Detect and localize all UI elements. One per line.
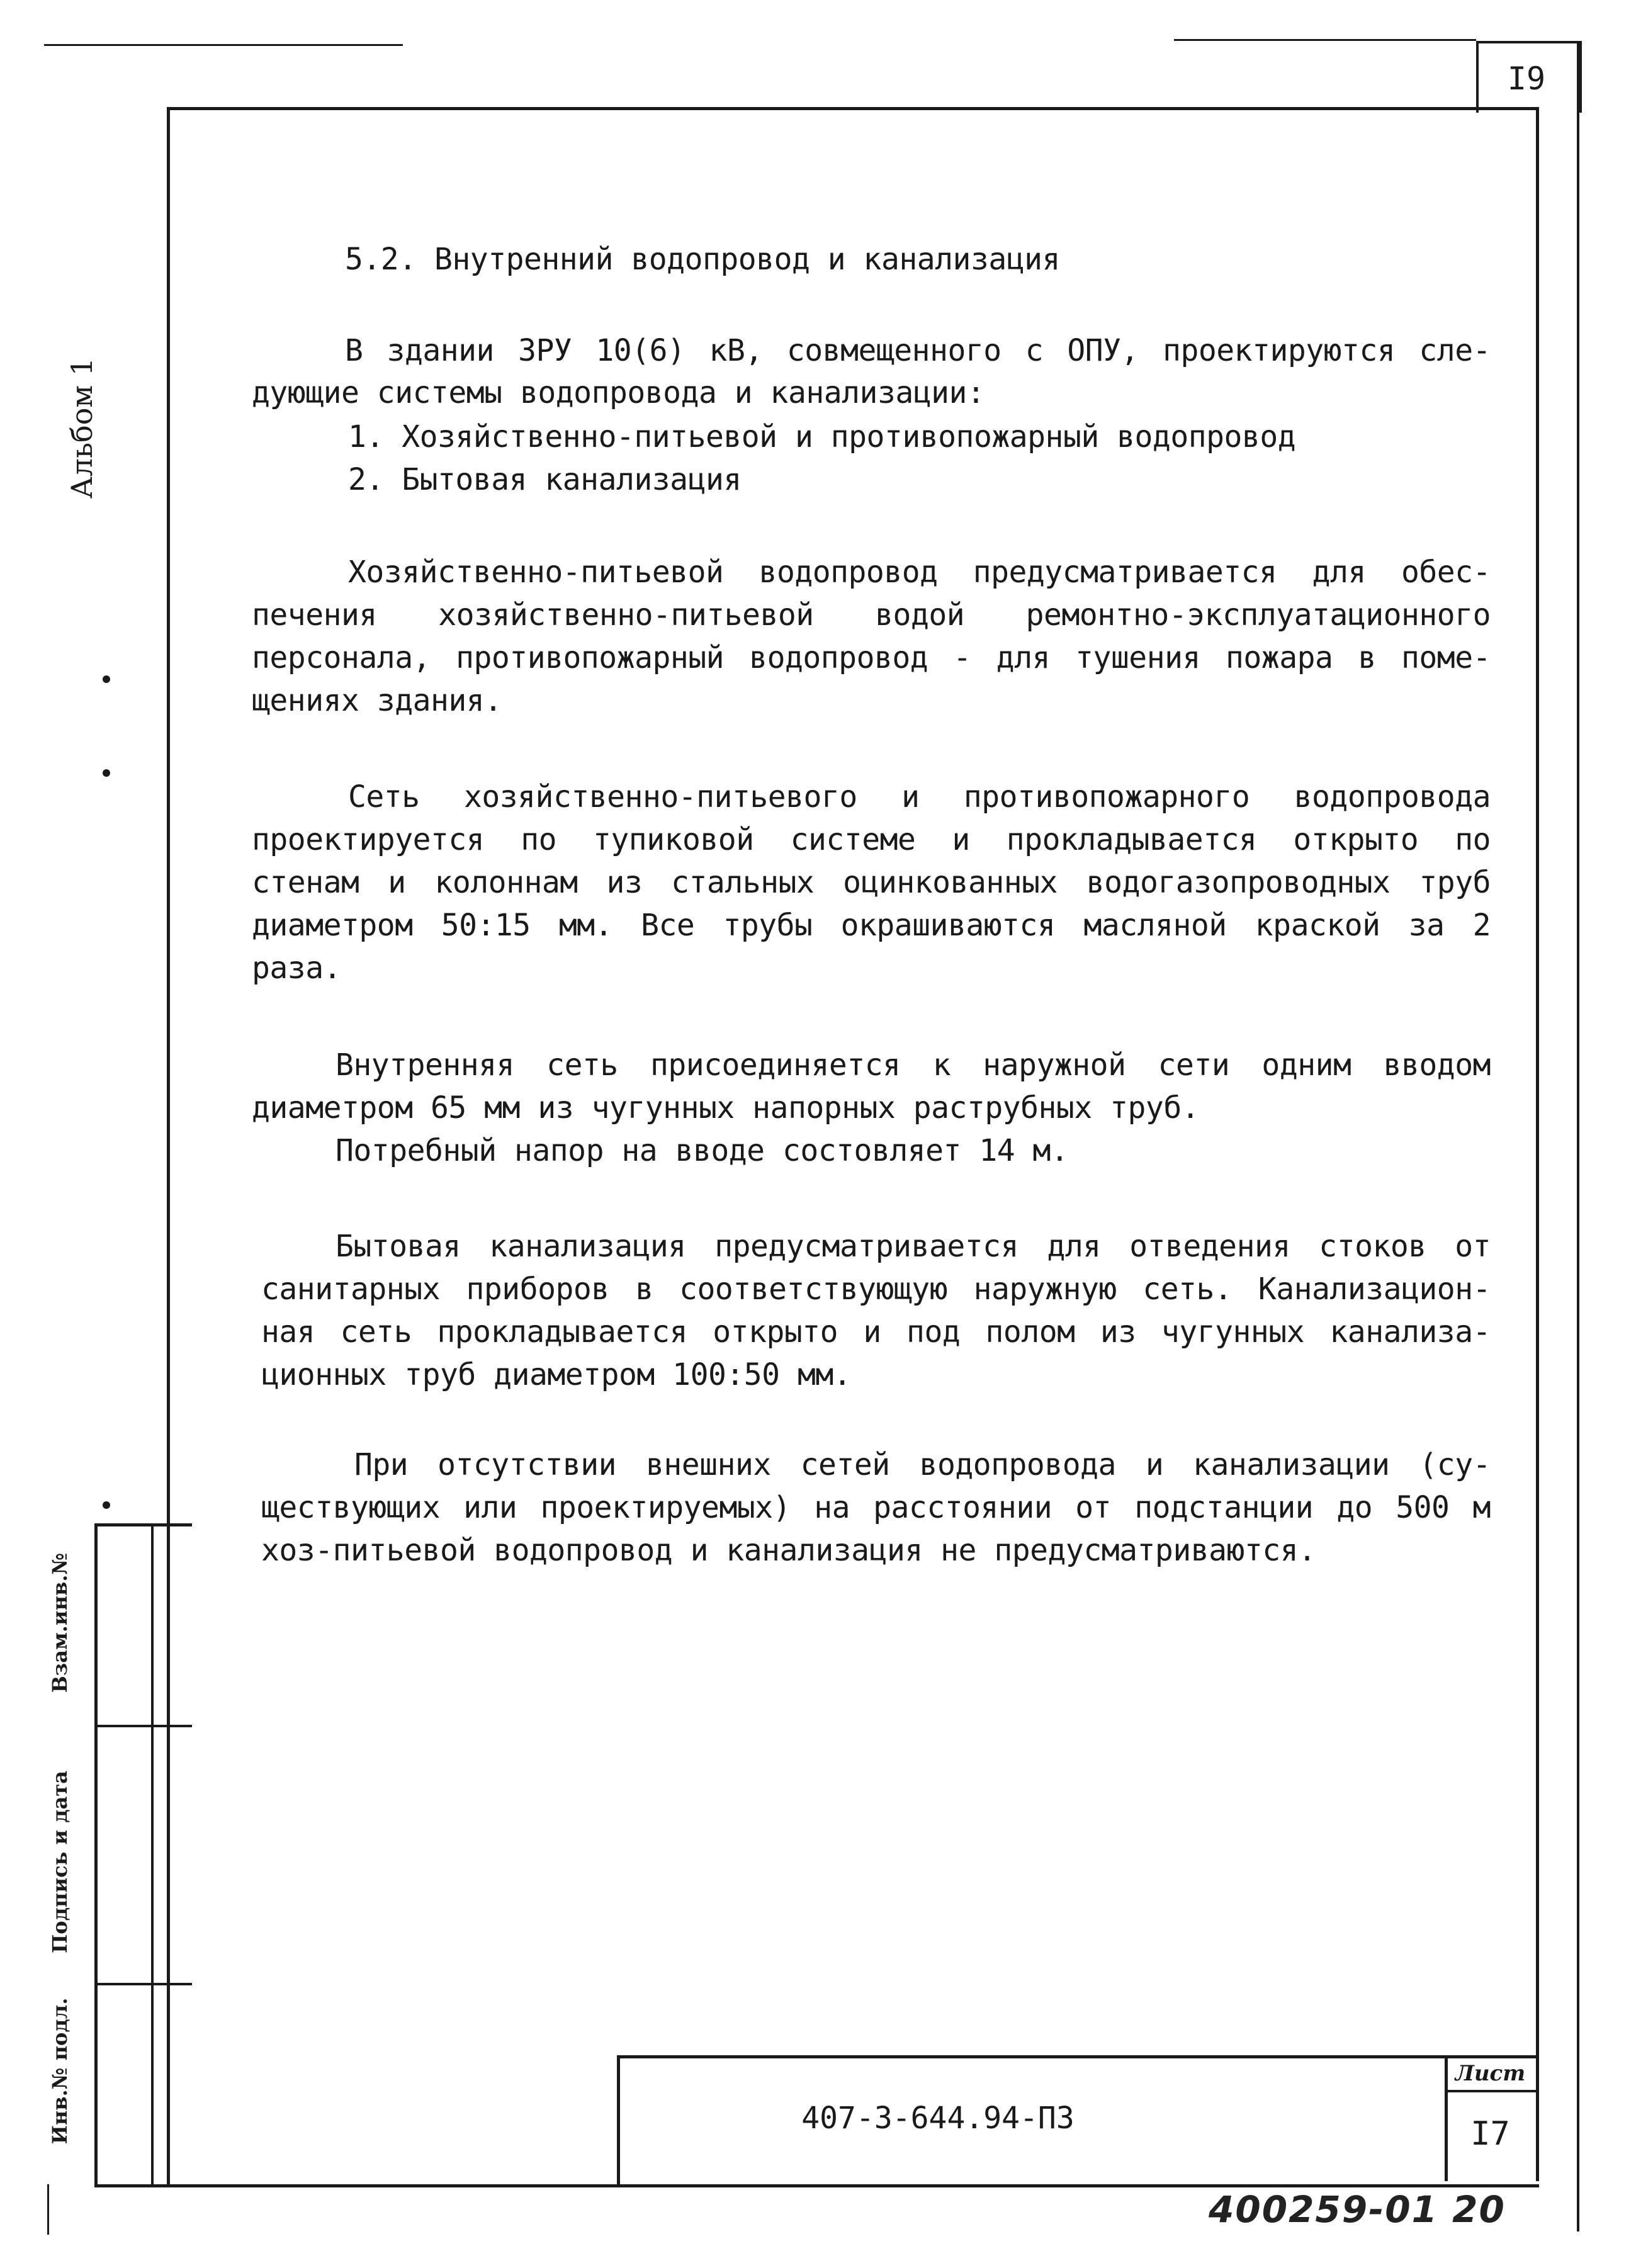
paragraph-line: проектируется по тупиковой системе и прокладывается открыто по: [252, 822, 1491, 857]
paragraph-line: ная сеть прокладывается открыто и под полом из чугунных канализа-: [261, 1314, 1491, 1350]
bottom-left-rule: [47, 2184, 49, 2235]
margin-dot: [103, 675, 110, 683]
margin-dot: [103, 769, 110, 777]
list-item: 1. Хозяйственно-питьевой и противопожарный водопровод: [348, 419, 1296, 454]
stamp-divider: [151, 1526, 154, 2184]
paragraph-line: щениях здания.: [252, 683, 502, 718]
paragraph-line: Потребный напор на вводе состовляет 14 м.: [336, 1133, 1069, 1168]
paragraph-line: санитарных приборов в соответствующую наружную сеть. Канализацион-: [261, 1272, 1491, 1307]
top-rule-right: [1174, 39, 1476, 41]
sheet-cell-divider: [1445, 2090, 1536, 2092]
paragraph-line: диаметром 65 мм из чугунных напорных раструбных труб.: [252, 1090, 1200, 1126]
stamp-inv-orig-label: Инв.№ подл.: [48, 1997, 72, 2145]
paragraph-line: Бытовая канализация предусматривается для отведения стоков от: [336, 1229, 1491, 1264]
sheet-label: Лист: [1455, 2061, 1526, 2086]
approval-stamp: [94, 1523, 192, 2187]
paragraph-line: Сеть хозяйственно-питьевого и противопожарного водопровода: [348, 779, 1491, 815]
paragraph-line: ществующих или проектируемых) на расстоянии от подстанции до 500 м: [261, 1490, 1491, 1525]
paragraph-line: ционных труб диаметром 100:50 мм.: [261, 1357, 852, 1392]
stamp-inv-replace-label: Взам.инв.№: [48, 1552, 72, 1693]
stamp-sign-date-label: Подпись и дата: [48, 1771, 72, 1953]
document-code: 407-3-644.94-ПЗ: [801, 2101, 1075, 2136]
paragraph-line: персонала, противопожарный водопровод - для тушения пожара в поме-: [252, 640, 1491, 675]
paragraph-line: При отсутствии внешних сетей водопровода и канализации (су-: [354, 1447, 1491, 1482]
paragraph-line: раза.: [252, 951, 341, 986]
top-rule-left: [44, 44, 403, 46]
top-sheet-number: I9: [1507, 60, 1546, 97]
intro-line: дующие системы водопровода и канализации:: [252, 375, 985, 410]
album-label: Альбом 1: [65, 357, 99, 499]
stamp-divider: [98, 1983, 192, 1985]
paragraph-line: диаметром 50:15 мм. Все трубы окрашиваются масляной краской за 2: [252, 908, 1491, 943]
paragraph-line: Внутренняя сеть присоединяется к наружной сети одним вводом: [336, 1047, 1491, 1083]
outer-right-border: [1577, 41, 1579, 2231]
margin-dot: [103, 1501, 110, 1509]
paragraph-line: стенам и колоннам из стальных оцинкованных водогазопроводных труб: [252, 865, 1491, 900]
paragraph-line: печения хозяйственно-питьевой водой ремонтно-эксплуатационного: [252, 597, 1491, 633]
section-heading: 5.2. Внутренний водопровод и канализация: [345, 242, 1060, 277]
sheet-number: I7: [1470, 2115, 1510, 2153]
intro-line: В здании ЗРУ 10(6) кВ, совмещенного с ОПУ, проектируются сле-: [345, 333, 1491, 368]
handwritten-archive-number: 400259-01 20: [1209, 2188, 1506, 2231]
list-item: 2. Бытовая канализация: [348, 462, 742, 497]
stamp-divider: [98, 1725, 192, 1727]
paragraph-line: хоз-питьевой водопровод и канализация не предусматриваются.: [261, 1533, 1316, 1568]
paragraph-line: Хозяйственно-питьевой водопровод предусматривается для обес-: [348, 555, 1491, 590]
